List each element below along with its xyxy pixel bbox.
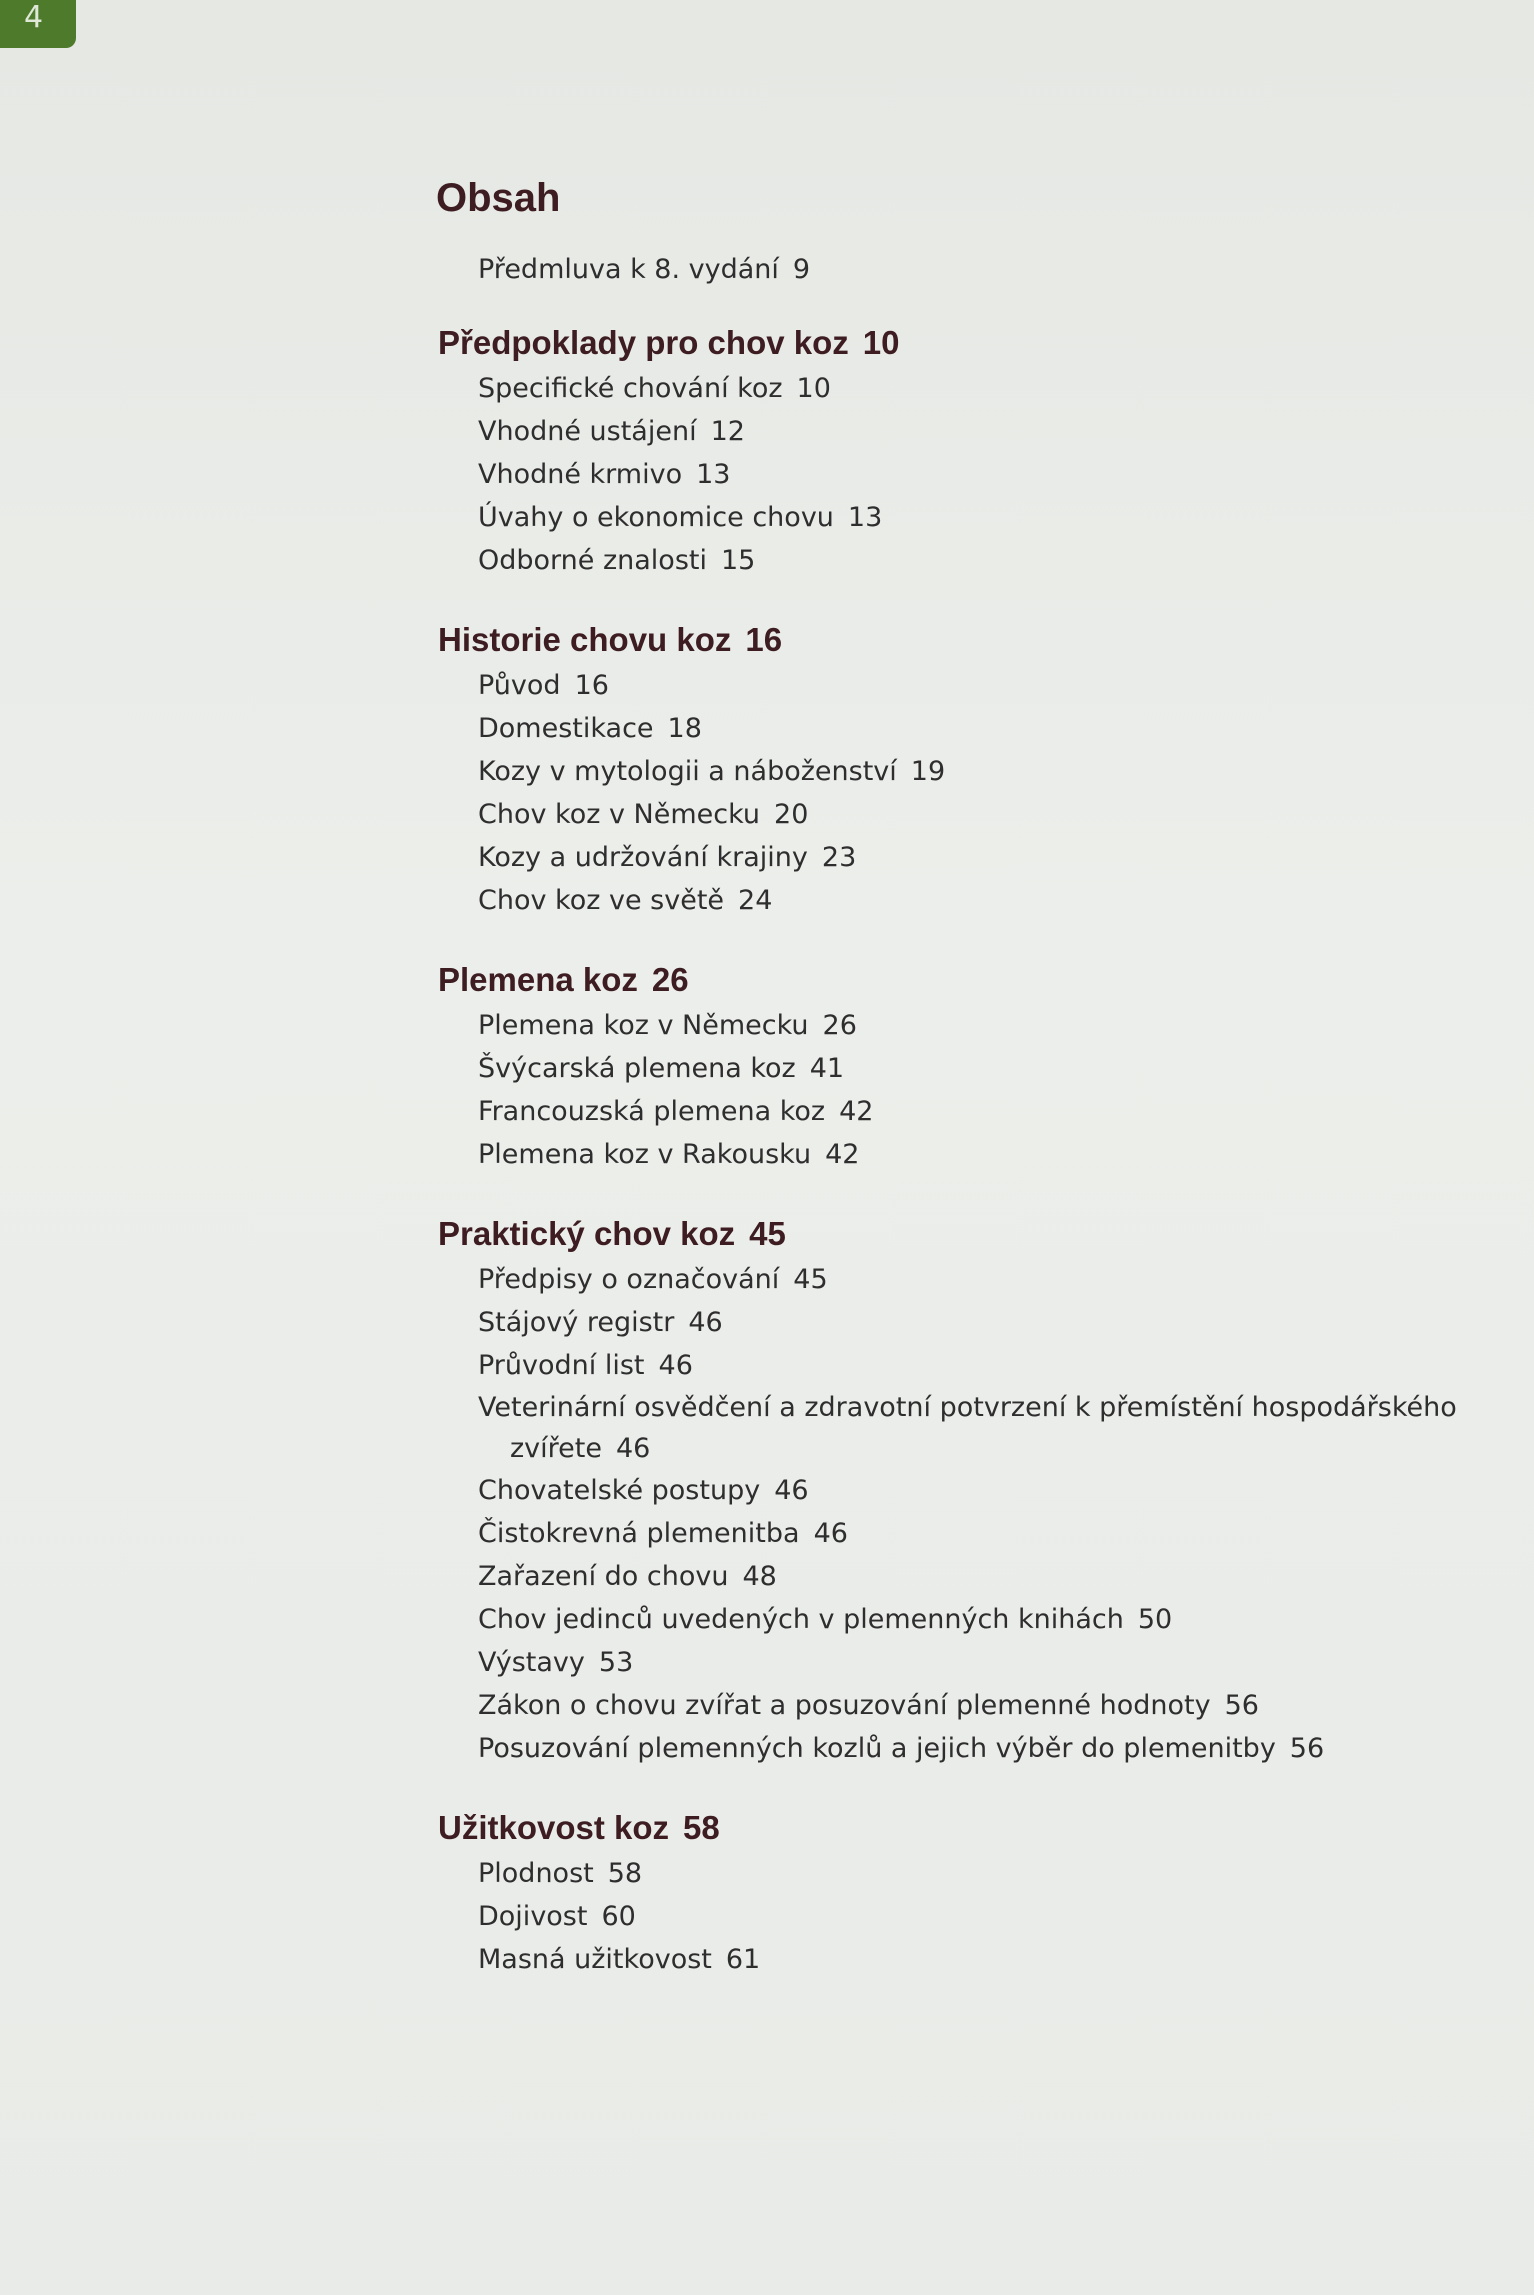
toc-entry-label: Masná užitkovost <box>478 1944 712 1975</box>
toc-entry <box>478 1090 1476 1133</box>
toc-chapter <box>436 1804 1476 1981</box>
toc-title: Obsah <box>436 176 561 220</box>
toc-entry-page: 46 <box>813 1518 848 1549</box>
toc-entry-page: 20 <box>774 799 809 830</box>
chapter-title: Užitkovost koz <box>438 1809 670 1846</box>
toc-entry-label: Odborné znalosti <box>478 545 707 576</box>
chapter-heading <box>438 1804 1476 1852</box>
toc-entry-page: 41 <box>809 1053 845 1084</box>
toc-entry-label: Průvodní list <box>478 1350 645 1381</box>
toc-entry <box>478 1555 1476 1598</box>
toc-entry <box>478 1895 1476 1938</box>
toc-entry-page: 10 <box>796 373 831 404</box>
toc-entry-page: 9 <box>792 254 811 285</box>
toc-entry-page: 61 <box>725 1944 761 1975</box>
toc-entry <box>478 750 1476 793</box>
chapter-title: Historie chovu koz <box>438 621 732 658</box>
toc-entry <box>478 1852 1476 1895</box>
chapter-page: 58 <box>683 1809 720 1846</box>
toc-entry-page: 53 <box>598 1647 634 1678</box>
toc-entry-label: Posuzování plemenných kozlů a jejich výběr do plemenitby <box>478 1733 1276 1764</box>
toc-entry-label: Vhodné ustájení <box>478 416 697 447</box>
toc-entry-label: Chov koz v Německu <box>478 799 761 830</box>
toc-entry-page: 60 <box>601 1901 636 1932</box>
toc-entry-page: 13 <box>847 502 883 533</box>
chapter-title: Plemena koz <box>438 961 638 998</box>
toc-entry <box>478 1641 1476 1684</box>
toc-entry <box>478 1004 1476 1047</box>
toc-entry-label: Francouzská plemena koz <box>478 1096 826 1127</box>
table-of-contents <box>436 168 1476 2015</box>
toc-entry <box>478 539 1476 582</box>
toc-chapter <box>436 319 1476 582</box>
toc-entry-label: Domestikace <box>478 713 654 744</box>
toc-entry-page: 56 <box>1224 1690 1259 1721</box>
toc-entry <box>478 453 1476 496</box>
toc-chapter <box>436 1210 1476 1770</box>
toc-entry <box>478 496 1476 539</box>
toc-entry-page: 42 <box>839 1096 874 1127</box>
toc-entry-page: 45 <box>793 1264 828 1295</box>
toc-entry <box>478 1301 1476 1344</box>
toc-entry-page: 46 <box>688 1307 723 1338</box>
toc-entry <box>478 707 1476 750</box>
chapter-page: 16 <box>745 621 783 658</box>
chapter-heading <box>438 1210 1476 1258</box>
toc-entry-page: 46 <box>615 1433 651 1464</box>
toc-entry <box>478 367 1476 410</box>
toc-chapter <box>436 616 1476 922</box>
toc-entry-label: Chov jedinců uvedených v plemenných knihách <box>478 1604 1124 1635</box>
toc-entry-label: Dojivost <box>478 1901 588 1932</box>
toc-entry-preface <box>478 248 1476 291</box>
toc-entry-label: Čistokrevná plemenitba <box>478 1518 800 1549</box>
toc-entry <box>478 664 1476 707</box>
chapter-page: 45 <box>749 1215 786 1252</box>
toc-entry-label: Chovatelské postupy <box>478 1475 761 1506</box>
toc-entry-page: 50 <box>1137 1604 1173 1635</box>
toc-entry-page: 48 <box>742 1561 777 1592</box>
toc-entry-label: Zařazení do chovu <box>478 1561 729 1592</box>
toc-entry-page: 18 <box>667 713 702 744</box>
toc-entry-page: 19 <box>910 756 946 787</box>
chapter-title: Praktický chov koz <box>438 1215 736 1252</box>
toc-entry <box>478 1469 1476 1512</box>
toc-entry <box>478 1512 1476 1555</box>
toc-entry-label: Specifické chování koz <box>478 373 783 404</box>
toc-entry-label: Plemena koz v Rakousku <box>478 1139 812 1170</box>
toc-entry <box>478 793 1476 836</box>
toc-entry-label: Stájový registr <box>478 1307 675 1338</box>
toc-entry-page: 23 <box>821 842 857 873</box>
toc-entry-page: 42 <box>825 1139 860 1170</box>
toc-entry-page: 15 <box>721 545 756 576</box>
toc-entry-label: Zákon o chovu zvířat a posuzování plemenné hodnoty <box>478 1690 1211 1721</box>
toc-entry <box>478 1598 1476 1641</box>
toc-entry <box>478 1344 1476 1387</box>
toc-entry-page: 46 <box>774 1475 809 1506</box>
toc-entry <box>478 1387 1520 1469</box>
chapter-page: 26 <box>651 961 689 998</box>
toc-entry-label: Švýcarská plemena koz <box>478 1053 796 1084</box>
toc-entry-label: Kozy v mytologii a náboženství <box>478 756 897 787</box>
toc-entry-page: 13 <box>696 459 731 490</box>
toc-entry-label: Plemena koz v Německu <box>478 1010 809 1041</box>
toc-entry <box>478 1133 1476 1176</box>
chapter-title: Předpoklady pro chov koz <box>438 324 849 361</box>
toc-entry-page: 16 <box>574 670 609 701</box>
toc-entry <box>478 1684 1476 1727</box>
toc-entry <box>478 1258 1476 1301</box>
toc-chapter <box>436 956 1476 1176</box>
toc-entry-label: Chov koz ve světě <box>478 885 725 916</box>
toc-entry-label: Vhodné krmivo <box>478 459 683 490</box>
toc-entry-page: 56 <box>1289 1733 1325 1764</box>
toc-entry-page: 58 <box>607 1858 643 1889</box>
toc-entry <box>478 836 1476 879</box>
toc-entry-page: 26 <box>822 1010 857 1041</box>
chapter-heading <box>438 616 1476 664</box>
toc-entry-label: Kozy a udržování krajiny <box>478 842 808 873</box>
toc-entry-page: 24 <box>738 885 773 916</box>
toc-entry <box>478 879 1476 922</box>
toc-entry-label: Plodnost <box>478 1858 594 1889</box>
toc-entry <box>478 410 1476 453</box>
toc-entry <box>478 1938 1476 1981</box>
toc-entry-label: Veterinární osvědčení a zdravotní potvrzení k přemístění hospodářského zvířete <box>478 1392 1457 1464</box>
toc-entry-label: Výstavy <box>478 1647 585 1678</box>
toc-entry <box>478 1727 1476 1770</box>
chapter-heading <box>438 956 1476 1004</box>
toc-entry-label: Původ <box>478 670 561 701</box>
toc-entry-label: Předmluva k 8. vydání <box>478 254 779 285</box>
toc-entry-label: Předpisy o označování <box>478 1264 780 1295</box>
page-number-badge: 4 <box>0 0 76 48</box>
chapter-page: 10 <box>862 324 900 361</box>
chapter-heading <box>438 319 1476 367</box>
toc-entry-page: 46 <box>658 1350 693 1381</box>
toc-entry-label: Úvahy o ekonomice chovu <box>478 502 834 533</box>
toc-entry-page: 12 <box>710 416 745 447</box>
toc-entry <box>478 1047 1476 1090</box>
